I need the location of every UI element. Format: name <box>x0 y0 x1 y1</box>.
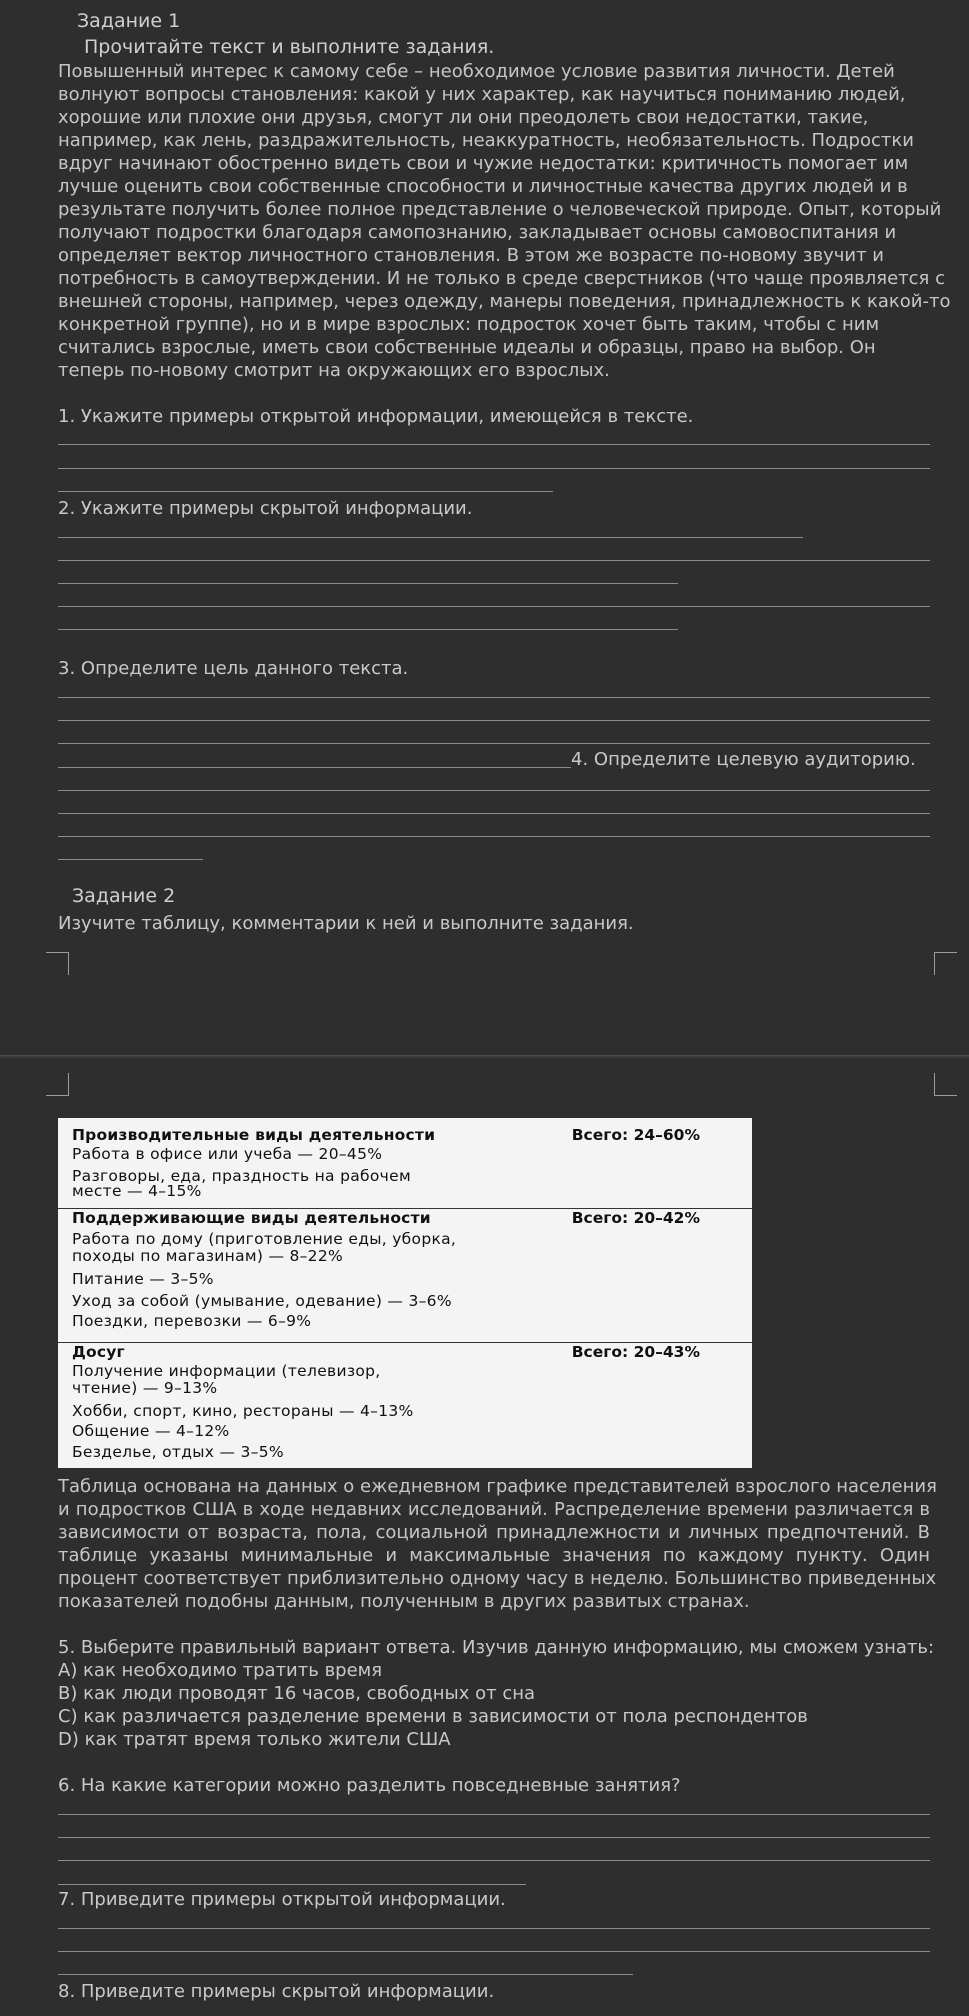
text-line: лучше оценить свои собственные способности и личностные качества других людей и в <box>58 176 908 197</box>
table-section-total: Всего: 20–42% <box>571 1209 700 1227</box>
table-section-header: Производительные виды деятельности <box>72 1126 436 1144</box>
task1-text <box>58 60 951 382</box>
text-line: результате получить более полное представление о человеческой природе. Опыт, который <box>58 199 942 220</box>
text-line: Повышенный интерес к самому себе – необходимое условие развития личности. Детей <box>58 61 895 82</box>
answer-line[interactable] <box>58 697 930 698</box>
answer-line[interactable] <box>58 790 930 791</box>
answer-line[interactable] <box>58 859 203 860</box>
question-4: 4. Определите целевую аудиторию. <box>571 749 916 770</box>
table-item: Разговоры, еда, праздность на рабочем <box>72 1167 411 1185</box>
text-line: показателей подобны данным, полученным в других развитых странах. <box>58 1591 750 1612</box>
answer-line[interactable] <box>58 1860 930 1861</box>
answer-option-d[interactable]: D) как тратят время только жители США <box>58 1729 451 1750</box>
table-section-total: Всего: 24–60% <box>571 1126 700 1144</box>
text-line: например, как лень, раздражительность, неаккуратность, необязательность. Подростки <box>58 130 914 151</box>
time-distribution-table <box>58 1118 752 1468</box>
table-item: Общение — 4–12% <box>72 1422 230 1440</box>
text-line: внешней стороны, например, через одежду, манеры поведения, принадлежность к какой-то <box>58 291 951 312</box>
page-corner-mark <box>46 1073 69 1096</box>
answer-line[interactable] <box>58 720 930 721</box>
answer-line[interactable] <box>58 743 930 744</box>
answer-line[interactable] <box>58 560 930 561</box>
answer-line[interactable] <box>58 468 930 469</box>
question-7: 7. Приведите примеры открытой информации. <box>58 1889 506 1910</box>
page-corner-mark <box>934 952 957 975</box>
question-3: 3. Определите цель данного текста. <box>58 658 409 679</box>
text-line: определяет вектор личностного становления. В этом же возрасте по-новому звучит и <box>58 245 884 266</box>
answer-line[interactable] <box>58 836 930 837</box>
table-item: чтение) — 9–13% <box>72 1379 218 1397</box>
answer-line[interactable] <box>58 537 803 538</box>
answer-option-a[interactable]: А) как необходимо тратить время <box>58 1660 383 1681</box>
question-5: 5. Выберите правильный вариант ответа. Изучив данную информацию, мы сможем узнать: <box>58 1637 935 1658</box>
answer-option-c[interactable]: С) как различается разделение времени в зависимости от пола респондентов <box>58 1706 808 1727</box>
table-item: Хобби, спорт, кино, рестораны — 4–13% <box>72 1402 414 1420</box>
text-line: вдруг начинают обостренно видеть свои и чужие недостатки: критичность помогает им <box>58 153 909 174</box>
answer-line[interactable] <box>58 444 930 445</box>
table-item: Работа по дому (приготовление еды, уборка, <box>72 1230 457 1248</box>
text-line: зависимости от возраста, пола, социальной принадлежности и личных предпочтений. В <box>58 1522 930 1543</box>
table-item: Уход за собой (умывание, одевание) — 3–6% <box>72 1292 452 1310</box>
text-line: хорошие или плохие они друзья, смогут ли они преодолеть свои недостатки, такие, <box>58 107 869 128</box>
answer-line[interactable] <box>58 606 930 607</box>
answer-line[interactable] <box>58 1928 930 1929</box>
table-section-leisure <box>58 1342 752 1469</box>
answer-line[interactable] <box>58 1837 930 1838</box>
text-line: конкретной группе), но и в мире взрослых: подросток хочет быть таким, чтобы с ним <box>58 314 880 335</box>
table-section-support <box>58 1208 752 1343</box>
table-item: походы по магазинам) — 8–22% <box>72 1247 344 1265</box>
page-corner-mark <box>934 1073 957 1096</box>
text-line: волнуют вопросы становления: какой у них характер, как научиться пониманию людей, <box>58 84 906 105</box>
table-item: Получение информации (телевизор, <box>72 1362 381 1380</box>
task2-instruction: Изучите таблицу, комментарии к ней и выполните задания. <box>58 913 634 934</box>
text-line: и подростков США в ходе недавних исследований. Распределение времени различается в <box>58 1499 930 1520</box>
answer-line[interactable] <box>58 1974 633 1975</box>
table-item: Безделье, отдых — 3–5% <box>72 1443 284 1461</box>
answer-line[interactable] <box>58 583 678 584</box>
answer-line[interactable] <box>58 629 678 630</box>
text-line: процент соответствует приблизительно одному часу в неделю. Большинство приведенных <box>58 1568 937 1589</box>
task1-instruction: Прочитайте текст и выполните задания. <box>84 36 495 58</box>
answer-line[interactable] <box>58 491 553 492</box>
question-8: 8. Приведите примеры скрытой информации. <box>58 1981 495 2002</box>
answer-option-b[interactable]: В) как люди проводят 16 часов, свободных от сна <box>58 1683 536 1704</box>
table-section-header: Досуг <box>72 1343 125 1361</box>
task1-title: Задание 1 <box>77 10 181 32</box>
page-corner-mark <box>46 952 69 975</box>
text-line: теперь по-новому смотрит на окружающих его взрослых. <box>58 360 610 381</box>
text-line: потребность в самоутверждении. И не только в среде сверстников (что чаще проявляется с <box>58 268 945 289</box>
answer-line[interactable] <box>58 1884 526 1885</box>
answer-line[interactable] <box>58 1951 930 1952</box>
table-section-productive <box>58 1118 752 1208</box>
text-line: считались взрослые, иметь свои собственные идеалы и образцы, право на выбор. Он <box>58 337 876 358</box>
task2-title: Задание 2 <box>72 885 176 907</box>
table-item: Питание — 3–5% <box>72 1270 214 1288</box>
question-1: 1. Укажите примеры открытой информации, имеющейся в тексте. <box>58 406 694 427</box>
table-item: Работа в офисе или учеба — 20–45% <box>72 1145 383 1163</box>
answer-line[interactable] <box>58 767 571 768</box>
table-section-header: Поддерживающие виды деятельности <box>72 1209 431 1227</box>
table-commentary <box>58 1475 937 1613</box>
question-2: 2. Укажите примеры скрытой информации. <box>58 498 473 519</box>
table-section-total: Всего: 20–43% <box>571 1343 700 1361</box>
answer-line[interactable] <box>58 1814 930 1815</box>
answer-line[interactable] <box>58 813 930 814</box>
text-line: получают подростки благодаря самопознанию, закладывает основы самовоспитания и <box>58 222 897 243</box>
table-item: месте — 4–15% <box>72 1182 202 1200</box>
question-6: 6. На какие категории можно разделить повседневные занятия? <box>58 1775 681 1796</box>
text-line: таблице указаны минимальные и максимальные значения по каждому пункту. Один <box>58 1545 930 1566</box>
text-line: Таблица основана на данных о ежедневном графике представителей взрослого населения <box>58 1476 937 1497</box>
table-item: Поездки, перевозки — 6–9% <box>72 1312 312 1330</box>
